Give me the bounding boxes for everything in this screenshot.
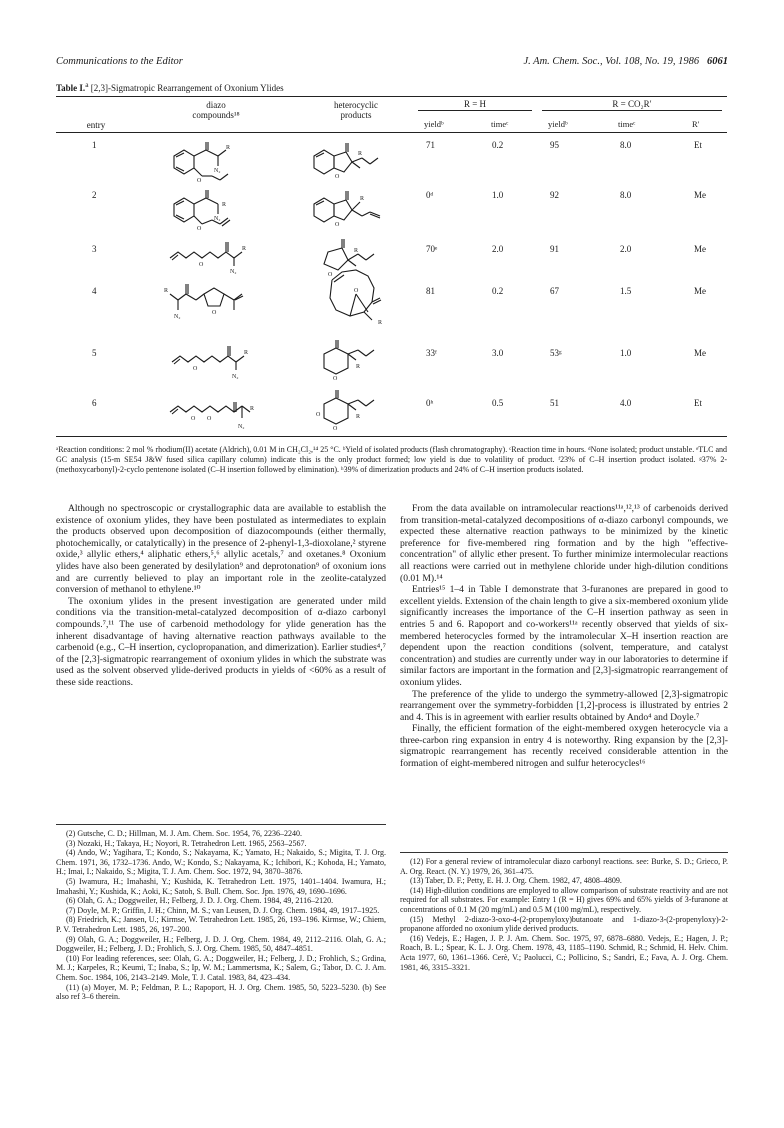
reference: (12) For a general review of intramolecular diazo carbonyl reactions. see: Burke, S. D.; Grieco, P. A. Org. React. (N. Y.) 1979, 26, 361–475. [400, 857, 728, 876]
paragraph: Entries¹⁵ 1–4 in Table I demonstrate that 3-furanones are prepared in good to excellent yields. Extension of the chain length to give a six-membered oxonium ylide significantly increases the importance of the C–H insertion pathway as seen in entries 5 and 6. Rapoport and co-workers¹¹ᵃ recently observed that yields of six-membered heterocycles formed by the intramolecular X–H insertion reaction are dependent upon the reaction conditions (solvent, temperature, and catalyst concentration) and studies are currently under way in our laboratories to determine if similar factors are important in the formation and [2,3]-sigmatropic rearrangement of oxonium ylides. [400, 584, 728, 688]
references-right [400, 852, 728, 972]
table-title-text: [2,3]-Sigmatropic Rearrangement of Oxonium Ylides [90, 83, 284, 93]
r-prime: Me [694, 190, 706, 200]
svg-text:O: O [207, 416, 212, 422]
reference: (10) For leading references, see: Olah, G. A.; Doggweiler, H.; Felberg, J. D.; Frohlich, S.; Grdina, M. J.; Karpeles, R.; Keumi, T.; Inaba, S.; Ip, W. M.; Lammertsma, K.; Salem, G.; Tabor, D. C. J. Am. Chem. Soc. 1984, 106, 2143–2149. Mole, T. J. Catal. 1983, 84, 423–434. [56, 953, 386, 982]
col-diazo-2: compounds¹⁸ [192, 110, 240, 120]
entry-number: 2 [92, 190, 97, 200]
reference: (4) Ando, W.; Yagihara, T.; Kondo, S.; Nakayama, K.; Yamato, H.; Nakaido, S.; Migita, T. J. Org. Chem. 1971, 36, 1732–1736. Ando, W.; Kondo, S.; Nakayama, K.; Ichibori, K.; Kohoda, H.; Yamato, H.; Imai, I.; Nakaido, S.; Migita, T. J. Am. Chem. Soc. 1972, 94, 3870–3876. [56, 848, 386, 877]
reference: (14) High-dilution conditions are employed to allow comparison of substrate reactivity and are not required for all substrates. For example: Entry 1 (R = H) gives 69% and 65% yields of 3-furanone at concentrations of 0.1 M (20 mg/mL) and 0.5 M (100 mg/mL), respectively. [400, 885, 728, 914]
svg-text:N₂: N₂ [238, 424, 245, 430]
time-r-co2r: 2.0 [620, 244, 632, 254]
svg-text:O: O [197, 178, 202, 184]
time-r-h: 3.0 [492, 348, 504, 358]
svg-text:R: R [356, 414, 361, 420]
yield-r-co2r: 51 [550, 398, 559, 408]
subhdr-time-h: timeᶜ [491, 119, 509, 129]
svg-text:N₂: N₂ [174, 314, 181, 320]
svg-text:R: R [164, 288, 169, 294]
svg-text:R: R [250, 406, 255, 412]
svg-text:O: O [333, 376, 338, 382]
yield-r-co2r: 53ᵍ [550, 348, 562, 358]
time-r-co2r: 8.0 [620, 140, 632, 150]
yield-r-co2r: 91 [550, 244, 559, 254]
diazo-structure [166, 186, 266, 238]
references-left [56, 824, 386, 1002]
reference: (7) Doyle, M. P.; Griffin, J. H.; Chinn, M. S.; van Leusen, D. J. Org. Chem. 1984, 49, 1917–1925. [66, 905, 380, 915]
body-column-left [56, 503, 386, 689]
product-structure [314, 338, 404, 384]
yield-r-co2r: 92 [550, 190, 559, 200]
group-r-h-rule [418, 110, 532, 111]
time-r-co2r: 8.0 [620, 190, 632, 200]
yield-r-co2r: 67 [550, 286, 559, 296]
diazo-structure [168, 338, 278, 384]
col-diazo-1: diazo [206, 100, 226, 110]
product-structure [316, 264, 396, 336]
time-r-co2r: 4.0 [620, 398, 632, 408]
group-r-h: R = H [463, 99, 487, 109]
yield-r-h: 71 [426, 140, 435, 150]
reference: (16) Vedejs, E.; Hagen, J. P. J. Am. Chem. Soc. 1975, 97, 6878–6880. Vedejs, E.; Hagen, J. P.; Roach, B. L.; Spear, K. L. J. Org. Chem. 1978, 43, 1185–1190. Schmid, R.; Schmid, H. Helv. Chim. Acta 1977, 60, 1361–1366. Cerè, V.; Paolucci, C.; Pollicino, S.; Sandri, E.; Fava, A. J. Org. Chem. 1981, 46, 3315–3321. [400, 933, 728, 972]
table-row [56, 286, 727, 342]
svg-text:R: R [222, 202, 227, 208]
svg-text:R: R [356, 364, 361, 370]
svg-text:R: R [358, 151, 363, 157]
svg-text:O: O [316, 412, 321, 418]
subhdr-time-co2r: timeᶜ [618, 119, 636, 129]
col-heterocyclic-1: heterocyclic [334, 100, 378, 110]
svg-text:R: R [226, 145, 231, 151]
reference: (15) Methyl 2-diazo-3-oxo-4-(2-propenyloxy)butanoate and 1-diazo-3-(2-propenyloxy)-2-propanone afforded no oxonium ylide derived products. [400, 914, 728, 934]
product-structure [306, 138, 406, 190]
product-structure [306, 186, 406, 238]
svg-text:N₂: N₂ [214, 168, 221, 174]
time-r-h: 0.5 [492, 398, 504, 408]
reference: (11) (a) Moyer, M. P.; Feldman, P. L.; Rapoport, H. J. Org. Chem. 1985, 50, 5223–5230. (b) See also ref 3–6 therein. [56, 982, 386, 1002]
time-r-h: 2.0 [492, 244, 504, 254]
r-prime: Me [694, 348, 706, 358]
header-bottom-rule [56, 132, 727, 133]
svg-text:O: O [199, 262, 204, 268]
reference: (3) Nozaki, H.; Takaya, H.; Noyori, R. Tetrahedron Lett. 1965, 2563–2567. [66, 838, 307, 848]
entry-number: 5 [92, 348, 97, 358]
r-prime: Et [694, 140, 702, 150]
entry-number: 1 [92, 140, 97, 150]
svg-text:O: O [197, 226, 202, 232]
svg-text:R: R [242, 246, 247, 252]
diazo-structure [166, 236, 276, 278]
svg-text:R: R [360, 196, 365, 202]
svg-text:R: R [244, 350, 249, 356]
group-r-co2r-rule [542, 110, 722, 111]
reference: (13) Taber, D. F.; Petty, E. H. J. Org. Chem. 1982, 47, 4808–4809. [410, 876, 622, 886]
journal-ref: J. Am. Chem. Soc., Vol. 108, No. 19, 1986 [523, 56, 700, 67]
svg-text:N₂: N₂ [232, 374, 239, 380]
entry-number: 3 [92, 244, 97, 254]
svg-text:O: O [354, 288, 359, 294]
yield-r-h: 70ᵉ [426, 244, 438, 254]
section-title: Communications to the Editor [56, 56, 183, 67]
paragraph: Finally, the efficient formation of the eight-membered oxygen heterocycle via a three-carbon ring expansion in entry 4 is noteworthy. Ring expansion by the [2,3]-sigmatropic rearrangement has recently received considerable attention in the formation of eight-membered nitrogen and sulfur heterocycles¹⁶ [400, 723, 728, 770]
entry-number: 4 [92, 286, 97, 296]
yield-r-h: 81 [426, 286, 435, 296]
yield-r-co2r: 95 [550, 140, 559, 150]
paragraph: From the data available on intramolecular reactions¹¹ᵃ,¹²,¹³ of carbenoids derived from transition-metal-catalyzed decompositions of α-diazo carbonyl compounds, we expected these alternative reaction pathways to be minimized by the kinetic preference for five-membered ring formation and by the high "effective-concentration" of allylic ether present. To further minimize intermolecular reactions all reactions were carried out in methylene chloride under high-dilution conditions (0.01 M).¹⁴ [400, 503, 728, 584]
yield-r-h: 0ʰ [426, 398, 434, 408]
time-r-co2r: 1.0 [620, 348, 632, 358]
svg-text:O: O [335, 222, 340, 228]
subhdr-yield-co2r: yieldᵇ [548, 119, 568, 129]
col-heterocyclic-2: products [340, 110, 372, 120]
reference: (5) Iwamura, H.; Imahashi, Y.; Kushida, K. Tetrahedron Lett. 1975, 1401–1404. Iwamura, H.; Imahashi, Y.; Kushida, K.; Aoki, K.; Satoh, S. Bull. Chem. Soc. Jpn. 1976, 49, 1690–1696. [56, 876, 386, 896]
time-r-h: 0.2 [492, 286, 504, 296]
svg-text:R: R [378, 320, 383, 326]
paragraph: The preference of the ylide to undergo the symmetry-allowed [2,3]-sigmatropic rearrangement over the symmetry-forbidden [1,2]-process is illustrated by entries 2 and 4. This is in agreement with earlier results obtained by Ando⁴ and Doyle.⁷ [400, 688, 728, 723]
subhdr-r-prime: R′ [692, 119, 700, 129]
reference: (8) Friedrich, K.; Jansen, U.; Kirmse, W. Tetrahedron Lett. 1985, 26, 193–196. Kirmse, W.; Chiem, P. V. Tetrahedron Lett. 1985, 26, 197–200. [56, 915, 386, 934]
table-title [56, 80, 284, 93]
reference: (2) Gutsche, C. D.; Hillman, M. J. Am. Chem. Soc. 1954, 76, 2236–2240. [66, 829, 302, 838]
svg-text:R: R [354, 248, 359, 254]
svg-text:N₂: N₂ [214, 216, 221, 222]
diazo-structure [166, 138, 266, 190]
entry-number: 6 [92, 398, 97, 408]
product-structure [314, 388, 404, 434]
r-prime: Et [694, 398, 702, 408]
svg-text:O: O [333, 426, 338, 432]
paragraph: Although no spectroscopic or crystallographic data are available to establish the existence of oxonium ylides, they have been postulated as intermediates to explain the products observed upon decomposition of diazocompounds (either thermally, photochemically, or catalytically) in the presence of 2-phenyl-1,3-dioxolane,² styrene oxide,³ allylic ethers,⁴ aliphatic ethers,⁵,⁶ allylic acetals,⁷ and oxetanes.⁸ Oxonium ylides have also been generated by desilylation⁹ and deprotonation⁹ of oxonium ions and are currently believed to play an important role in the zeolite-catalyzed conversion of methanol to ethylene.¹⁰ [56, 503, 386, 596]
reference: (9) Olah, G. A.; Doggweiler, H.; Felberg, J. D. J. Org. Chem. 1984, 49, 2112–2116. Olah, G. A.; Doggweiler, H.; Felberg, J. D.; Frohlich, S. J. Org. Chem. 1985, 50, 4847–4851. [56, 934, 386, 954]
journal-citation [523, 56, 728, 67]
col-entry: entry [86, 120, 106, 130]
running-header [56, 56, 728, 67]
table-bottom-rule [56, 436, 727, 437]
group-r-co2r: R = CO₂R′ [612, 99, 652, 109]
yield-r-h: 33ᶠ [426, 348, 437, 358]
time-r-h: 1.0 [492, 190, 504, 200]
r-prime: Me [694, 244, 706, 254]
body-column-right [400, 503, 728, 770]
paragraph: The oxonium ylides in the present investigation are generated under mild conditions via the transition-metal-catalyzed decomposition of α-diazo carbonyl compounds.⁷,¹¹ The use of carbenoid methodology for ylide generation has the inherent disadvantage of having alternative reaction pathways available to the carbenoid (e.g., C–H insertion, cyclopropanation, and dimerization). Earlier studies⁴,⁷ of the [2,3]-sigmatropic rearrangement of oxonium ylides in which the substrate was used as the solvent observed ylide-derived products in yields of <60% as a result of these side reactions. [56, 595, 386, 688]
page-number: 6061 [707, 56, 728, 67]
svg-text:O: O [191, 416, 196, 422]
time-r-h: 0.2 [492, 140, 504, 150]
table-footnotes: ᵃReaction conditions: 2 mol % rhodium(II) acetate (Aldrich), 0.01 M in CH₂Cl₂,¹⁴ 25 °C. ᵇYield of isolated products (flash chromatography). ᶜReaction time in hours. ᵈNone isolated; product unstable. ᵉTLC and GC analysis (15-m SE54 J&W fused silica capillary column) indicate this is the only product formed; low yield is due to volatility of product. ᶠ23% of C–H insertion product isolated. ᵍ37% 2-(methoxycarbonyl)-2-cyclo pentenone isolated (C–H insertion followed by elimination). ʰ39% of dimerization products and 24% of C–H insertion products isolated. [56, 445, 727, 474]
time-r-co2r: 1.5 [620, 286, 632, 296]
table-label: Table I. [56, 83, 86, 93]
reference: (6) Olah, G. A.; Doggweiler, H.; Felberg, J. D. J. Org. Chem. 1984, 49, 2116–2120. [66, 896, 334, 906]
diazo-structure [166, 388, 276, 434]
r-prime: Me [694, 286, 706, 296]
svg-text:O: O [193, 366, 198, 372]
table-top-rule [56, 96, 727, 97]
svg-text:N₂: N₂ [230, 269, 237, 275]
yield-r-h: 0ᵈ [426, 190, 434, 200]
svg-text:O: O [328, 272, 333, 278]
subhdr-yield-h: yieldᵇ [424, 119, 444, 129]
svg-text:O: O [212, 310, 217, 316]
diazo-structure [164, 278, 274, 330]
svg-text:O: O [335, 174, 340, 180]
table-title-mark: a [85, 80, 89, 89]
